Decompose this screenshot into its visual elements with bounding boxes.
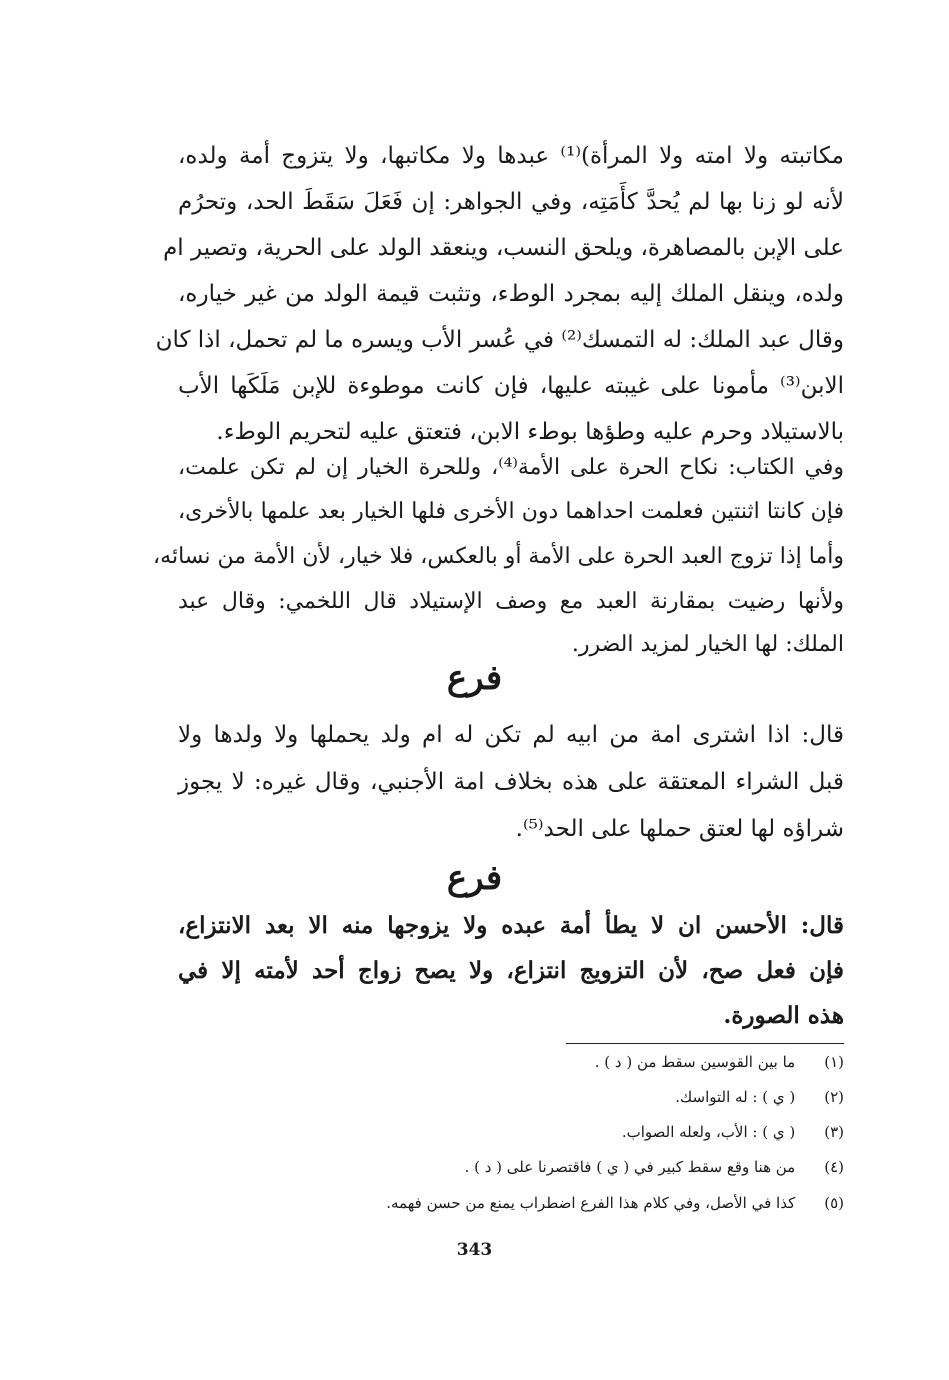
footnote-number: (٤) <box>824 1158 844 1176</box>
footnote-text: ( ي ) : له التواسك. <box>675 1088 796 1106</box>
text-line: وأما إذا تزوج العبد الحرة على الأمة أو بالعكس، فلا خيار، لأن الأمة من نسائه، <box>153 544 844 569</box>
text-line: فإن فعل صح، لأن التزويج انتزاع، ولا يصح زواج أحد لأمته إلا في <box>178 957 844 984</box>
text-line: قبل الشراء المعتقة على هذه بخلاف امة الأجنبي، وقال غيره: لا يجوز <box>178 769 844 795</box>
footnote <box>465 1150 844 1184</box>
footnote-text: ما بين القوسين سقط من ( د ) . <box>594 1053 796 1071</box>
text-line: شراؤه لها لعتق حملها على الحد⁽⁵⁾. <box>515 816 844 842</box>
footnote-number: (٢) <box>824 1088 844 1106</box>
text-line: قال: الأحسن ان لا يطأ أمة عبده ولا يزوجها منه الا بعد الانتزاع، <box>178 912 844 939</box>
text-line: الابن⁽³⁾ مأمونا على غيبته عليها، فإن كانت موطوءة للإبن مَلَكَها الأب <box>178 373 844 399</box>
footnote <box>386 1186 844 1220</box>
text-line: فإن كانتا اثنتين فعلمت احداهما دون الأخرى فلها الخيار بعد علمها بالأخرى، <box>178 499 844 524</box>
text-line: هذه الصورة. <box>723 1002 844 1029</box>
text-line: ولده، وينقل الملك إليه بمجرد الوطء، وتثبت قيمة الولد من غير خياره، <box>178 281 844 307</box>
text-line: لأنه لو زنا بها لم يُحدَّ كأَمَتِه، وفي الجواهر: إن فَعَلَ سَقَطَ الحد، وتحرُم <box>178 189 844 215</box>
footnote-text: ( ي ) : الأب، ولعله الصواب. <box>621 1123 796 1141</box>
footnote <box>675 1080 844 1114</box>
footnote-number: (١) <box>824 1053 844 1071</box>
text-line: ولأنها رضيت بمقارنة العبد مع وصف الإستيلاد قال اللخمي: وقال عبد <box>178 589 844 614</box>
footnote-divider <box>566 1043 844 1044</box>
text-line: الملك: لها الخيار لمزيد الضرر. <box>571 632 844 657</box>
footnote <box>595 1045 844 1079</box>
text-line: بالاستيلاد وحرم عليه وطؤها بوطء الابن، فتعتق عليه لتحريم الوطء. <box>216 419 844 445</box>
page-number: 343 <box>456 1240 493 1260</box>
footnote-number: (٣) <box>824 1123 844 1141</box>
footnote-text: كذا في الأصل، وفي كلام هذا الفرع اضطراب يمنع من حسن فهمه. <box>386 1194 796 1212</box>
text-line: وفي الكتاب: نكاح الحرة على الأمة⁽⁴⁾، وللحرة الخيار إن لم تكن علمت، <box>178 455 844 480</box>
text-line: قال: اذا اشترى امة من ابيه لم تكن له ام ولد يحملها ولا ولدها ولا <box>178 722 844 748</box>
text-line: وقال عبد الملك: له التمسك⁽²⁾ في عُسر الأب ويسره ما لم تحمل، اذا كان <box>155 327 844 353</box>
footnote-number: (٥) <box>824 1194 844 1212</box>
footnote <box>622 1115 844 1149</box>
section-heading: فرع <box>446 858 503 898</box>
section-heading: فرع <box>446 658 503 698</box>
text-line: مكاتبته ولا امته ولا المرأة)⁽¹⁾ عبدها ولا مكاتبها، ولا يتزوج أمة ولده، <box>178 143 845 169</box>
footnote-text: من هنا وقع سقط كبير في ( ي ) فاقتصرنا على ( د ) . <box>464 1158 796 1176</box>
text-line: على الإبن بالمصاهرة، ويلحق النسب، وينعقد الولد على الحرية، وتصير ام <box>163 235 844 261</box>
